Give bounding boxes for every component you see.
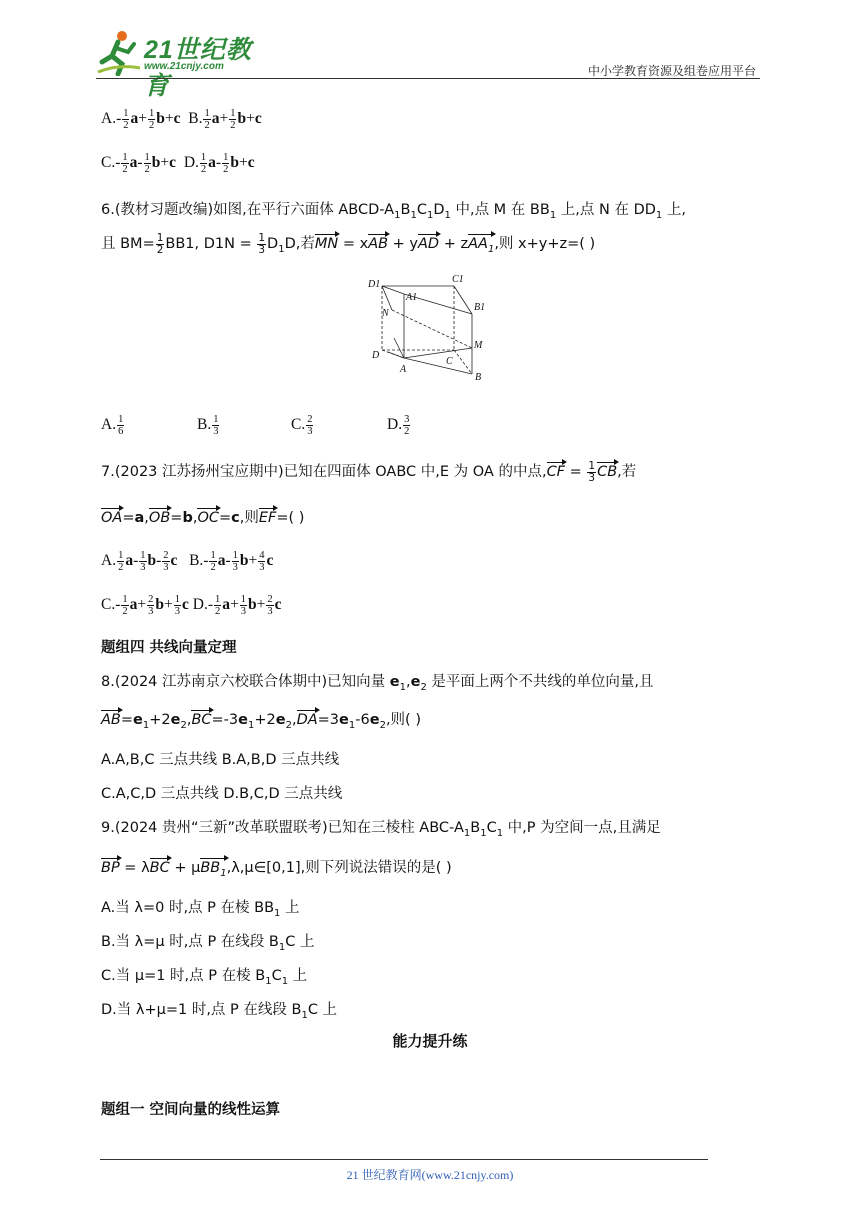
group4-heading: 题组四 共线向量定理 [101, 640, 237, 656]
platform-name: 中小学教育资源及组卷应用平台 [587, 64, 756, 78]
q8-options-row2: C.A,C,D 三点共线 D.B,C,D 三点共线 [101, 786, 343, 802]
header-divider [96, 78, 760, 79]
q5-options-row1: A.- $\frac{1}{2}$ a+ $\frac{1}{2}$ b+c B. $\frac{1}{2}$ a+ $\frac{1}{2}$ b+c [101, 108, 262, 131]
fig-label-d1: D1 [368, 279, 381, 290]
q8-options-row1: A.A,B,C 三点共线 B.A,B,D 三点共线 [101, 752, 340, 768]
q7-stem-line1: 7.(2023 江苏扬州宝应期中)已知在四面体 OABC 中,E 为 OA 的中点,CF = $\frac{1}{3}$ CB,若 [101, 459, 637, 484]
q7-options-row2: C.- $\frac{1}{2}$ a+ $\frac{2}{3}$ b+ $\frac{1}{3}$ c D.- $\frac{1}{2}$ a+ $\frac{1}{3}$ b+ $\frac{2}{3}$ c [101, 594, 282, 617]
fig-label-c: C [446, 356, 453, 367]
parallelepiped-figure [362, 272, 497, 392]
section-title: 能力提升练 [392, 1032, 468, 1050]
q9-option-c: C.当 μ=1 时,点 P 在棱 $B_1C_1$ 上 [101, 968, 308, 987]
q9-option-a: A.当 λ=0 时,点 P 在棱 $BB_1$ 上 [101, 900, 300, 919]
logo-text: 21世纪教育 [144, 36, 252, 100]
fig-label-b1: B1 [474, 302, 486, 313]
fig-label-b: B [475, 372, 482, 383]
page-footer: 21 世纪教育网(www.21cnjy.com) [346, 1168, 514, 1182]
q7-options-row1: A. $\frac{1}{2}$ a- $\frac{1}{3}$ b- $\frac{2}{3}$ c B.- $\frac{1}{2}$ a- $\frac{1}{3}$ b+ $\frac{4}{3}$ c [101, 550, 274, 573]
q9-option-b: B.当 λ=μ 时,点 P 在线段 $B_1C$ 上 [101, 934, 315, 953]
q9-option-d: D.当 λ+μ=1 时,点 P 在线段 $B_1C$ 上 [101, 1002, 338, 1021]
footer-divider [100, 1159, 708, 1160]
q6-option-d: D. $\frac{3}{2}$ [387, 414, 410, 437]
runner-logo-icon [96, 28, 142, 76]
page-header [96, 28, 760, 100]
q9-stem-line2: BP = λBC + μBB$_1$,λ,μ∈[0,1],则下列说法错误的是( ) [101, 856, 452, 879]
q8-stem-line2: $AB=e_1+2e_2,BC=-3e_1+2e_2,DA=3e_1-6e_2$,则( ) [101, 708, 421, 731]
q6-option-c: C. $\frac{2}{3}$ [291, 414, 313, 437]
fig-label-n: N [382, 308, 389, 319]
q6-option-a: A. $\frac{1}{6}$ [101, 414, 124, 437]
q7-stem-line2: OA=a,OB=b,OC=c,则EF=( ) [101, 506, 304, 527]
site-logo [96, 28, 266, 100]
fig-label-c1: C1 [452, 274, 464, 285]
q8-stem-line1: 8.(2024 江苏南京六校联合体期中)已知向量 $e_1,e_2$ 是平面上两个不共线的单位向量,且 [101, 674, 654, 693]
q6-stem-line1: 6.(教材习题改编)如图,在平行六面体 ABCD-$A_1B_1C_1D_1$ 中,点 M 在 $BB_1$ 上,点 N 在 $DD_1$ 上, [101, 202, 687, 221]
q5-options-row2: C.- $\frac{1}{2}$ a- $\frac{1}{2}$ b+c D. $\frac{1}{2}$ a- $\frac{1}{2}$ b+c [101, 152, 255, 175]
fig-label-m: M [474, 340, 483, 351]
q9-stem-line1: 9.(2024 贵州“三新”改革联盟联考)已知在三棱柱 ABC-$A_1B_1C_1$ 中,P 为空间一点,且满足 [101, 820, 661, 839]
fig-label-a: A [400, 364, 407, 375]
q6-option-b: B. $\frac{1}{3}$ [197, 414, 219, 437]
group1-heading: 题组一 空间向量的线性运算 [101, 1102, 281, 1118]
fig-label-d: D [372, 350, 380, 361]
fig-label-a1: A1 [406, 292, 418, 303]
q6-stem-line2: 且 BM= $\frac{1}{2}$ BB1, D1N = $\frac{1}{3}$ $D_1D$,若MN = xAB + yAD + zAA$_1$,则 x+y+z=( ) [101, 231, 596, 256]
logo-url: www.21cnjy.com [144, 61, 224, 72]
